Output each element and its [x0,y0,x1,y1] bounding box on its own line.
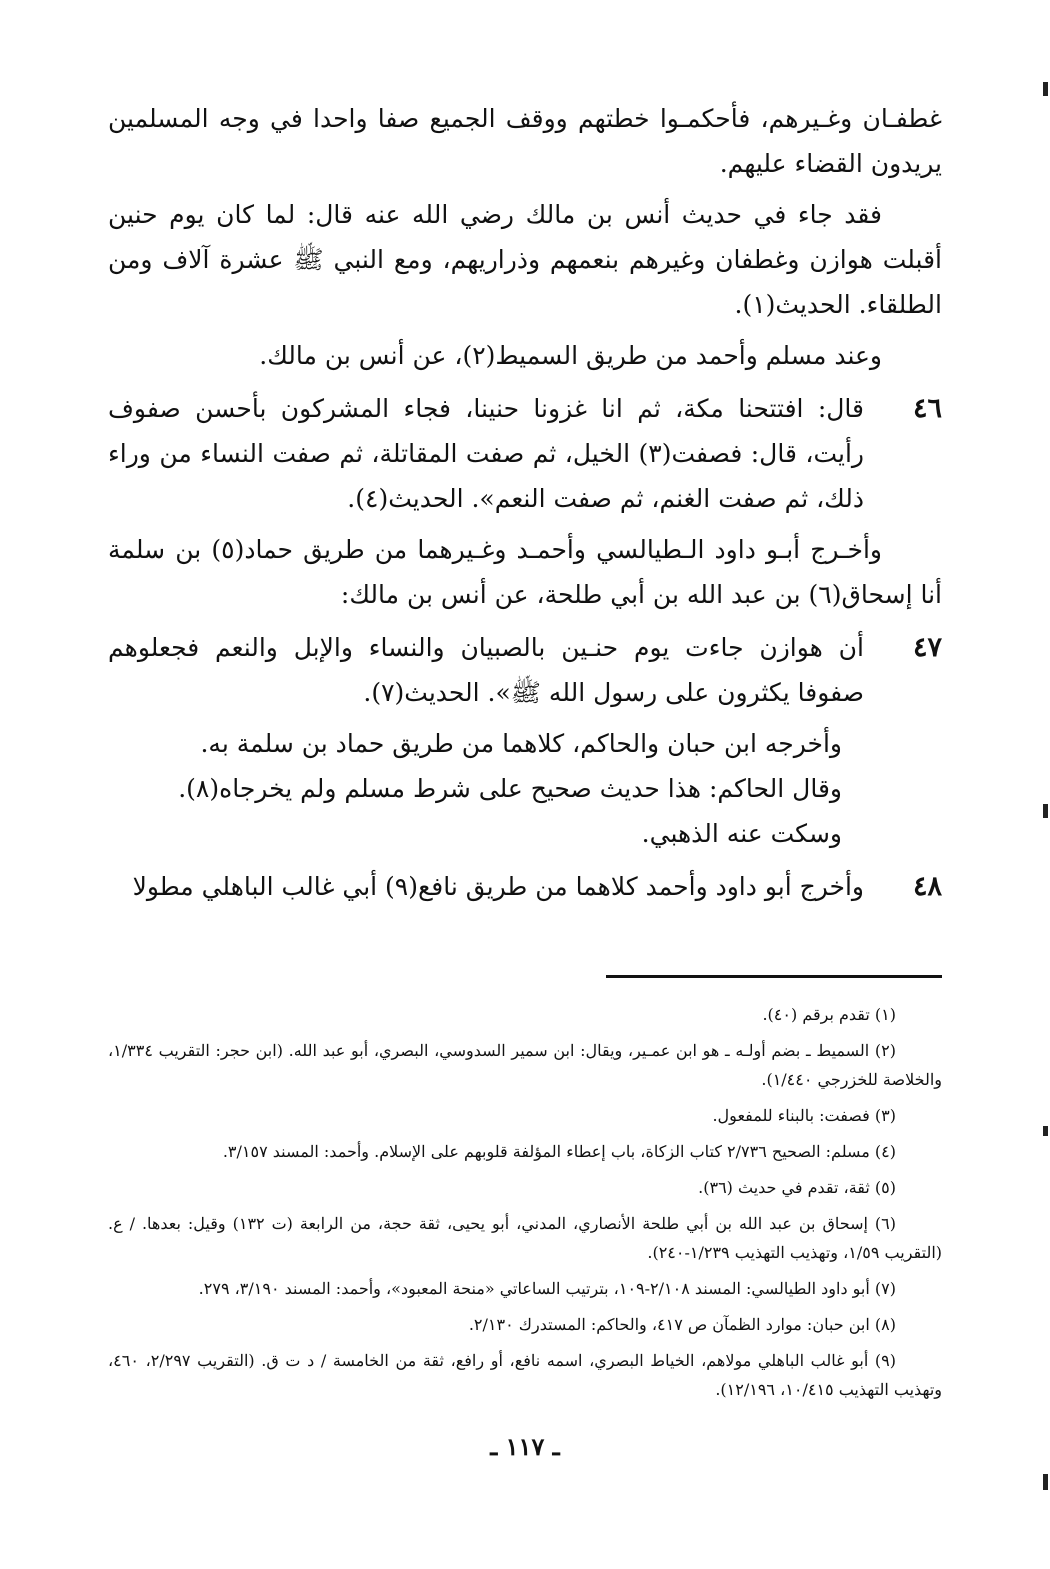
hadith-47 [108,625,942,715]
footnote-separator-wrap [108,915,942,1000]
footnote-separator [606,975,942,978]
paragraph-7: وسكت عنه الذهبي. [641,819,842,848]
footnote-9: (٩) أبو غالب الباهلي مولاهم، الخياط البصري، اسمه نافع، أو رافع، ثقة من الخامسة / د ت ق. (التقريب ٢/٢٩٧، ٤٦٠، وتهذيب التهذيب ١٠/٤١٥، ١٢/١٩٦). [108,1351,942,1399]
scan-edge-mark [1043,1126,1048,1136]
scan-edge-mark [1043,1474,1048,1490]
paragraph-6: وقال الحاكم: هذا حديث صحيح على شرط مسلم ولم يخرجاه(٨). [178,774,842,803]
hadith-number: ٤٨ [912,871,942,902]
main-text [108,96,942,909]
scan-edge-mark [1043,82,1048,96]
footnotes [108,1000,942,1404]
footnote-7: (٧) أبو داود الطيالسي: المسند ٢/١٠٨-١٠٩، بترتيب الساعاتي «منحة المعبود»، وأحمد: المسند ٣/١٩٠، ٢٧٩. [198,1279,896,1298]
footnote-1: (١) تقدم برقم (٤٠). [762,1005,896,1024]
footnote-3: (٣) فصفت: بالبناء للمفعول. [712,1106,896,1125]
page [108,96,942,1411]
paragraph-5: وأخرجه ابن حبان والحاكم، كلاهما من طريق حماد بن سلمة به. [200,729,842,758]
paragraph-2: فقد جاء في حديث أنس بن مالك رضي الله عنه قال: لما كان يوم حنين أقبلت هوازن وغطفان وغيرهم بنعمهم وذراريهم، ومع النبي ﷺ عشرة آلاف ومن الطلقاء. الحديث(١). [108,200,942,319]
paragraph-3: وعند مسلم وأحمد من طريق السميط(٢)، عن أنس بن مالك. [259,341,882,370]
footnote-4: (٤) مسلم: الصحيح ٢/٧٣٦ كتاب الزكاة، باب إعطاء المؤلفة قلوبهم على الإسلام. وأحمد: المسند ٣/١٥٧. [222,1142,896,1161]
footnote-6: (٦) إسحاق بن عبد الله بن أبي طلحة الأنصاري، المدني، أبو يحيى، ثقة حجة، من الرابعة (ت ١٣٢) وقيل: بعدها. / ع. (التقريب ١/٥٩، وتهذيب التهذيب ١/٢٣٩-٢٤٠). [108,1214,942,1262]
footnote-8: (٨) ابن حبان: موارد الظمآن ص ٤١٧، والحاكم: المستدرك ٢/١٣٠. [468,1315,896,1334]
hadith-48 [108,864,942,909]
footnote-2: (٢) السميط ـ بضم أولـه ـ هو ابن عمـير، ويقال: ابن سمير السدوسي، البصري، أبو عبد الله. (ابن حجر: التقريب ١/٣٣٤، والخلاصة للخزرجي ١/٤٤٠). [108,1041,942,1089]
paragraph-4: وأخـرج أبـو داود الـطيالسي وأحمـد وغـيرهما من طريق حماد(٥) بن سلمة أنا إسحاق(٦) بن عبد الله بن أبي طلحة، عن أنس بن مالك: [108,535,942,609]
hadith-text: أن هوازن جاءت يوم حنـين بالصبيان والنساء والإبل والنعم فجعلوهم صفوفا يكثرون على رسول الله ﷺ». الحديث(٧). [108,633,864,707]
hadith-text: وأخرج أبو داود وأحمد كلاهما من طريق نافع(٩) أبي غالب الباهلي مطولا [132,872,864,901]
footnote-5: (٥) ثقة، تقدم في حديث (٣٦). [698,1178,896,1197]
hadith-number: ٤٦ [912,393,942,424]
page-number: ـ ١١٧ ـ [490,1432,560,1461]
paragraph-1: غطفـان وغـيرهم، فأحكمـوا خطتهم ووقف الجميع صفا واحدا في وجه المسلمين يريدون القضاء عليهم. [108,104,942,178]
scan-edge-mark [1043,804,1048,818]
hadith-46 [108,386,942,521]
hadith-text: قال: افتتحنا مكة، ثم انا غزونا حنينا، فجاء المشركون بأحسن صفوف رأيت، قال: فصفت(٣) الخيل، ثم صفت المقاتلة، ثم صفت النساء من وراء ذلك، ثم صفت الغنم، ثم صفت النعم». الحديث(٤). [108,394,864,513]
hadith-number: ٤٧ [912,632,942,663]
